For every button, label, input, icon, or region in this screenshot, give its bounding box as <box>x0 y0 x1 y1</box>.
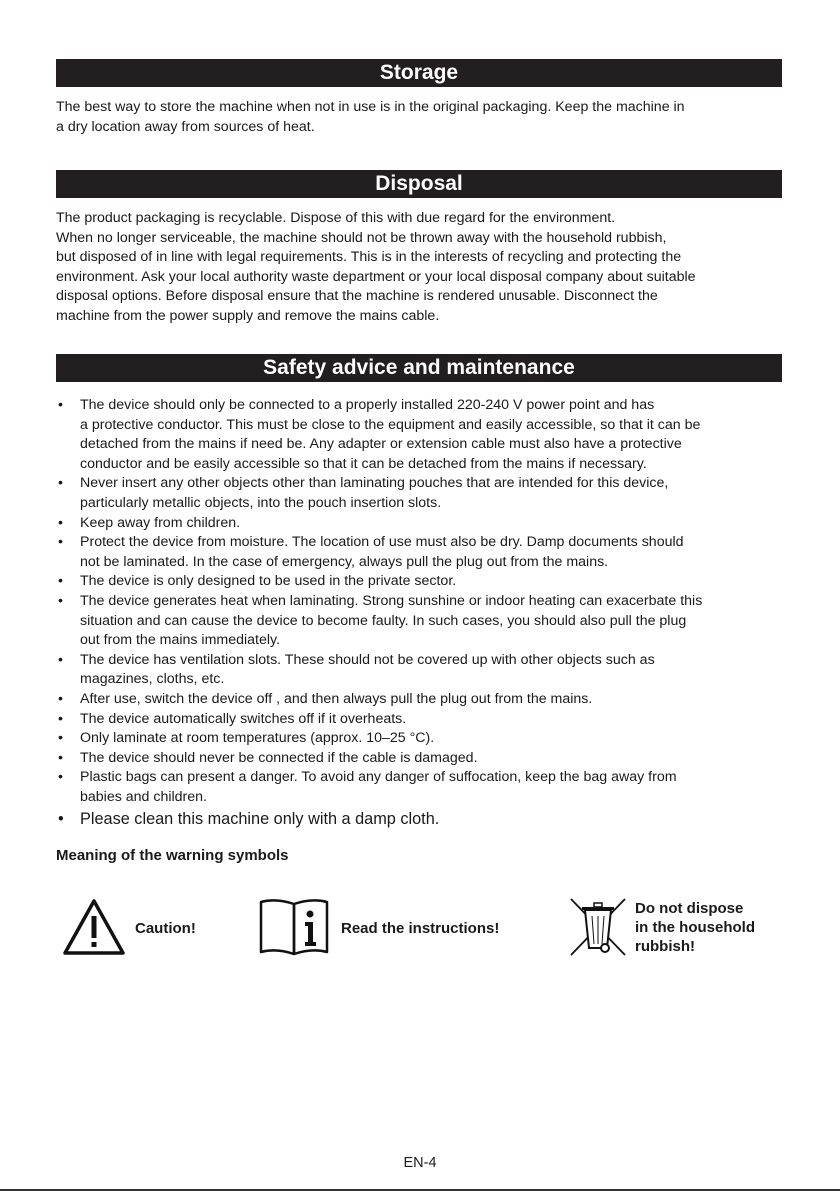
safety-item-line: detached from the mains if need be. Any adapter or extension cable must also have a protective <box>80 436 682 453</box>
safety-item-line: Never insert any other objects other than laminating pouches that are intended for this device, <box>80 475 669 492</box>
bottom-rule <box>0 1189 840 1191</box>
disposal-line: machine from the power supply and remove the mains cable. <box>56 307 440 324</box>
storage-line: a dry location away from sources of heat. <box>56 118 315 135</box>
safety-item-line: The device should only be connected to a properly installed 220-240 V power point and has <box>80 397 655 413</box>
disposal-line: disposal options. Before disposal ensure that the machine is rendered unusable. Disconnect the <box>56 288 658 305</box>
bullet-icon: • <box>58 690 63 707</box>
safety-item-line: out from the mains immediately. <box>80 632 281 649</box>
safety-list <box>56 396 786 830</box>
safety-item-line: The device is only designed to be used in the private sector. <box>80 573 457 590</box>
storage-heading: Storage <box>56 59 782 87</box>
safety-item <box>56 710 786 730</box>
dispose-label-line: Do not dispose <box>635 900 744 917</box>
safety-item-line: a protective conductor. This must be close to the equipment and easily accessible, so that it can be <box>80 416 701 433</box>
safety-item-line: Please clean this machine only with a damp cloth. <box>80 810 440 829</box>
safety-item <box>56 396 786 474</box>
safety-item-line: Protect the device from moisture. The location of use must also be dry. Damp documents should <box>80 534 684 551</box>
disposal-line: The product packaging is recyclable. Dispose of this with due regard for the environment. <box>56 210 616 226</box>
safety-item <box>56 533 786 572</box>
safety-item <box>56 474 786 513</box>
dispose-label <box>635 899 755 956</box>
safety-item-line: The device automatically switches off if it overheats. <box>80 710 407 727</box>
storage-text <box>56 98 784 137</box>
bullet-icon: • <box>58 651 63 668</box>
symbols-heading: Meaning of the warning symbols <box>56 847 289 864</box>
bullet-icon: • <box>58 730 63 747</box>
safety-item-line: The device should never be connected if the cable is damaged. <box>80 749 478 766</box>
safety-item <box>56 651 786 690</box>
dispose-label-line: in the household <box>635 919 755 936</box>
safety-item-line: babies and children. <box>80 788 207 805</box>
disposal-line: When no longer serviceable, the machine should not be thrown away with the household rubbish, <box>56 229 667 246</box>
dispose-label-line: rubbish! <box>635 938 695 955</box>
disposal-line: environment. Ask your local authority waste department or your local disposal company about suitable <box>56 268 696 285</box>
bullet-icon: • <box>58 397 63 413</box>
safety-item-line: The device generates heat when laminating. Strong sunshine or indoor heating can exacerbate this <box>80 592 703 609</box>
safety-item <box>56 749 786 769</box>
safety-item-line: particularly metallic objects, into the pouch insertion slots. <box>80 494 442 511</box>
safety-item-line: not be laminated. In the case of emergency, always pull the plug out from the mains. <box>80 553 609 570</box>
bullet-icon: • <box>58 710 63 727</box>
bullet-icon: • <box>58 573 63 590</box>
safety-item-line: Only laminate at room temperatures (approx. 10–25 °C). <box>80 730 435 747</box>
safety-item <box>56 592 786 651</box>
safety-item <box>56 690 786 710</box>
bullet-icon: • <box>58 592 63 609</box>
safety-heading: Safety advice and maintenance <box>56 354 782 382</box>
warning-triangle-icon <box>62 898 126 961</box>
bullet-icon: • <box>58 534 63 551</box>
crossed-bin-icon <box>566 894 630 963</box>
disposal-heading: Disposal <box>56 170 782 198</box>
safety-item-line: Plastic bags can present a danger. To avoid any danger of suffocation, keep the bag away from <box>80 769 677 786</box>
bullet-icon: • <box>58 810 64 829</box>
safety-item <box>56 808 786 830</box>
bullet-icon: • <box>58 514 63 531</box>
safety-item-line: magazines, cloths, etc. <box>80 671 225 688</box>
disposal-text <box>56 209 784 327</box>
caution-label: Caution! <box>135 920 196 937</box>
disposal-line: but disposed of in line with legal requirements. This is in the interests of recycling and protecting the <box>56 249 682 266</box>
bullet-icon: • <box>58 475 63 492</box>
safety-item <box>56 729 786 749</box>
safety-item-line: situation and can cause the device to become faulty. In such cases, you should also pull the plug <box>80 612 687 629</box>
safety-item-line: conductor and be easily accessible so that it can be detached from the mains if necessary. <box>80 455 647 472</box>
instruction-book-icon <box>258 896 330 961</box>
storage-line: The best way to store the machine when not in use is in the original packaging. Keep the machine in <box>56 99 685 115</box>
safety-item-line: Keep away from children. <box>80 514 241 531</box>
safety-item-line: The device has ventilation slots. These should not be covered up with other objects such as <box>80 651 655 668</box>
page-number: EN-4 <box>403 1155 437 1171</box>
bullet-icon: • <box>58 749 63 766</box>
safety-item <box>56 768 786 807</box>
safety-item-line: After use, switch the device off , and then always pull the plug out from the mains. <box>80 690 593 707</box>
safety-item <box>56 514 786 534</box>
bullet-icon: • <box>58 769 63 786</box>
read-instructions-label: Read the instructions! <box>341 920 500 937</box>
safety-item <box>56 572 786 592</box>
